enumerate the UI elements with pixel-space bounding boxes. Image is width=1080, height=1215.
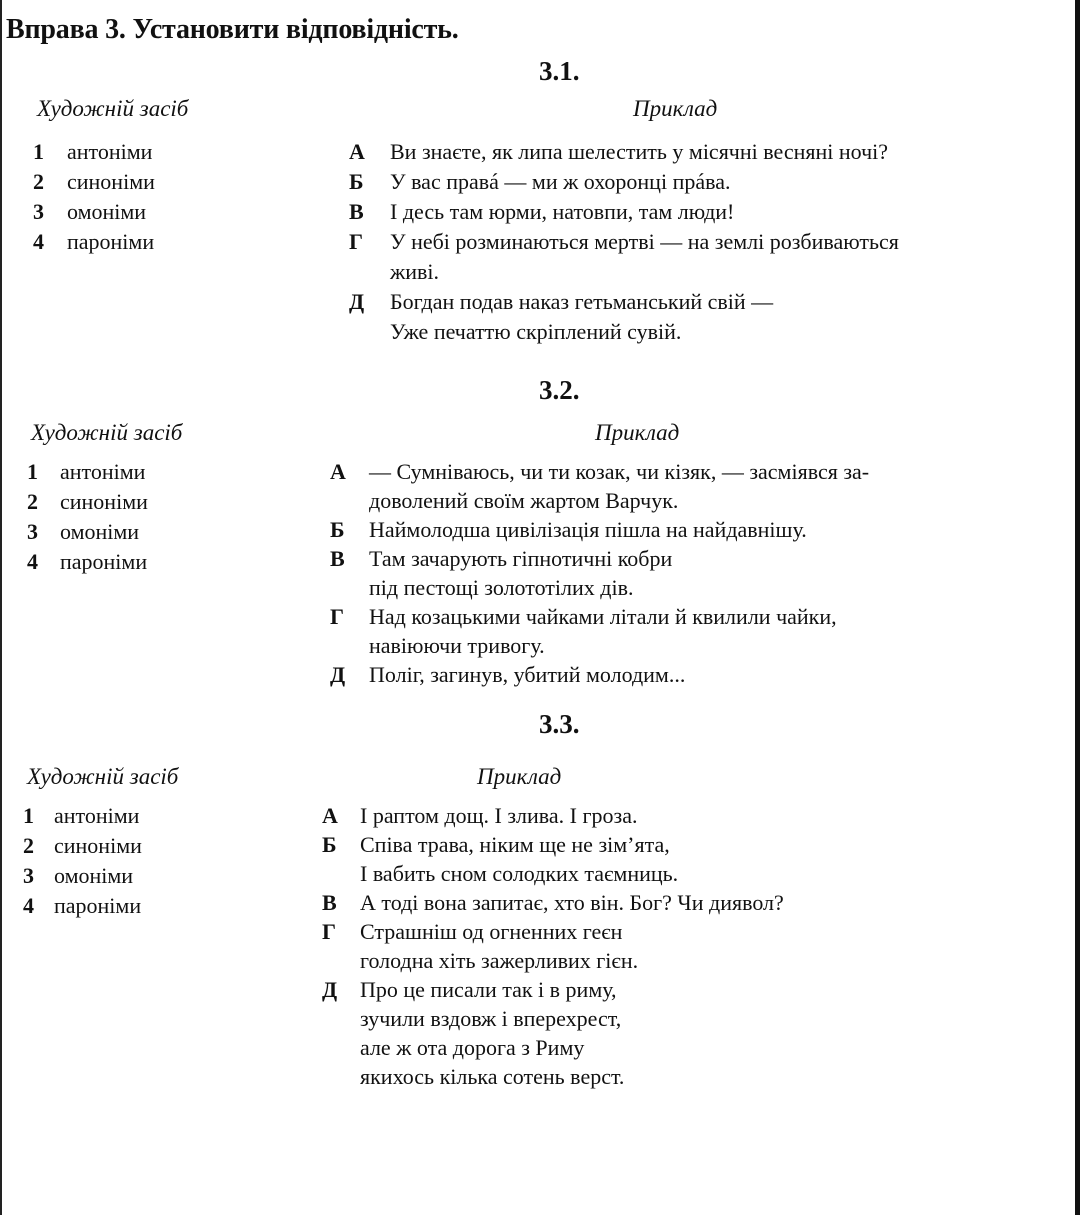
item-number: 3 (27, 519, 38, 544)
example-item (322, 917, 1022, 946)
example-item (330, 544, 1030, 573)
item-text: синоніми (60, 489, 148, 514)
list-item (27, 517, 327, 547)
example-item (349, 137, 1049, 167)
example-text: А тоді вона запитає, хто він. Бог? Чи диявол? (360, 890, 784, 915)
example-letter: Г (322, 919, 336, 944)
example-letter: Д (322, 977, 338, 1002)
item-text: пароніми (60, 549, 148, 574)
example-item (349, 197, 1049, 227)
example-continuation (322, 859, 1022, 888)
example-letter: А (330, 459, 346, 484)
list-item (33, 227, 333, 257)
example-letter: В (330, 546, 345, 571)
example-text: зучили вздовж і вперехрест, (360, 1006, 622, 1031)
example-text: але ж ота дорога з Риму (360, 1035, 585, 1060)
example-item (322, 801, 1022, 830)
example-text: І раптом дощ. І злива. І гроза. (360, 803, 638, 828)
item-number: 3 (33, 199, 44, 224)
item-number: 2 (33, 169, 44, 194)
example-text: голодна хіть зажерливих гієн. (360, 948, 639, 973)
example-text: Співа трава, ніким ще не зім’ята, (360, 832, 670, 857)
page-right-border (1075, 0, 1080, 1215)
example-item (330, 457, 1030, 486)
item-text: пароніми (54, 893, 142, 918)
example-text: навіюючи тривогу. (369, 633, 545, 658)
column-header-device: Художній засіб (27, 764, 179, 789)
example-continuation (330, 573, 1030, 602)
column-header-example: Приклад (633, 96, 718, 121)
example-letter: Б (330, 517, 345, 542)
item-text: омоніми (60, 519, 140, 544)
example-item (322, 975, 1022, 1004)
item-number: 4 (23, 893, 34, 918)
example-text: Наймолодша цивілізація пішла на найдавнішу. (369, 517, 807, 542)
page-left-border (0, 0, 2, 1215)
item-number: 2 (23, 833, 34, 858)
list-item (33, 137, 333, 167)
example-letter: А (349, 139, 365, 164)
example-letter: Д (349, 289, 365, 314)
example-text: Страшніш од огненних геєн (360, 919, 623, 944)
example-text: Там зачарують гіпнотичні кобри (369, 546, 673, 571)
item-number: 1 (27, 459, 38, 484)
list-item (23, 831, 323, 861)
example-continuation (349, 317, 1049, 347)
example-item (322, 888, 1022, 917)
example-continuation (330, 631, 1030, 660)
example-letter: Б (349, 169, 364, 194)
list-item (27, 487, 327, 517)
example-item (349, 167, 1049, 197)
column-header-device: Художній засіб (37, 96, 189, 121)
example-continuation (330, 486, 1030, 515)
item-text: антоніми (60, 459, 146, 484)
item-text: омоніми (67, 199, 147, 224)
example-text: Поліг, загинув, убитий молодим... (369, 662, 686, 687)
example-text: Уже печаттю скріплений сувій. (390, 319, 682, 344)
list-item (27, 457, 327, 487)
list-item (23, 891, 323, 921)
example-letter: Д (330, 662, 346, 687)
example-item (349, 227, 1049, 257)
item-text: синоніми (54, 833, 142, 858)
example-letter: Г (330, 604, 344, 629)
device-list (23, 801, 323, 921)
example-item (330, 660, 1030, 689)
example-item (330, 515, 1030, 544)
example-list (349, 137, 1049, 347)
example-continuation (322, 1062, 1022, 1091)
column-header-example: Приклад (477, 764, 562, 789)
item-text: пароніми (67, 229, 155, 254)
list-item (23, 801, 323, 831)
item-number: 2 (27, 489, 38, 514)
example-letter: Б (322, 832, 337, 857)
item-text: антоніми (67, 139, 153, 164)
example-letter: В (349, 199, 364, 224)
example-text: Богдан подав наказ гетьманський свій — (390, 289, 774, 314)
device-list (33, 137, 333, 257)
example-text: У вас правá — ми ж охоронці прáва. (390, 169, 731, 194)
example-continuation (322, 946, 1022, 975)
example-item (322, 830, 1022, 859)
list-item (33, 197, 333, 227)
item-number: 1 (33, 139, 44, 164)
section-heading-3-1: 3.1. (539, 56, 580, 86)
item-number: 4 (33, 229, 44, 254)
example-letter: В (322, 890, 337, 915)
example-item (330, 602, 1030, 631)
section-heading-3-2: 3.2. (539, 375, 580, 405)
example-text: У небі розминаються мертві — на землі розбиваються (390, 229, 899, 254)
column-header-device: Художній засіб (31, 420, 183, 445)
list-item (27, 547, 327, 577)
example-text: І десь там юрми, натовпи, там люди! (390, 199, 735, 224)
example-text: Над козацькими чайками літали й квилили чайки, (369, 604, 837, 629)
example-continuation (322, 1033, 1022, 1062)
example-text: живі. (390, 259, 439, 284)
column-header-example: Приклад (595, 420, 680, 445)
example-list (322, 801, 1022, 1091)
example-list (330, 457, 1030, 689)
list-item (23, 861, 323, 891)
example-text: доволений своїм жартом Варчук. (369, 488, 679, 513)
item-text: антоніми (54, 803, 140, 828)
item-text: омоніми (54, 863, 134, 888)
example-text: під пестощі золототілих дів. (369, 575, 634, 600)
example-text: — Сумніваюсь, чи ти козак, чи кізяк, — засміявся за- (369, 459, 870, 484)
device-list (27, 457, 327, 577)
section-heading-3-3: 3.3. (539, 709, 580, 739)
page-title: Вправа 3. Установити відповідність. (6, 14, 459, 45)
example-letter: А (322, 803, 338, 828)
example-item (349, 287, 1049, 317)
item-number: 3 (23, 863, 34, 888)
item-text: синоніми (67, 169, 155, 194)
list-item (33, 167, 333, 197)
example-continuation (349, 257, 1049, 287)
item-number: 4 (27, 549, 38, 574)
example-continuation (322, 1004, 1022, 1033)
example-text: Ви знаєте, як липа шелестить у місячні весняні ночі? (390, 139, 889, 164)
example-text: І вабить сном солодких таємниць. (360, 861, 679, 886)
example-letter: Г (349, 229, 363, 254)
item-number: 1 (23, 803, 34, 828)
example-text: Про це писали так і в риму, (360, 977, 617, 1002)
example-text: якихось кілька сотень верст. (360, 1064, 625, 1089)
